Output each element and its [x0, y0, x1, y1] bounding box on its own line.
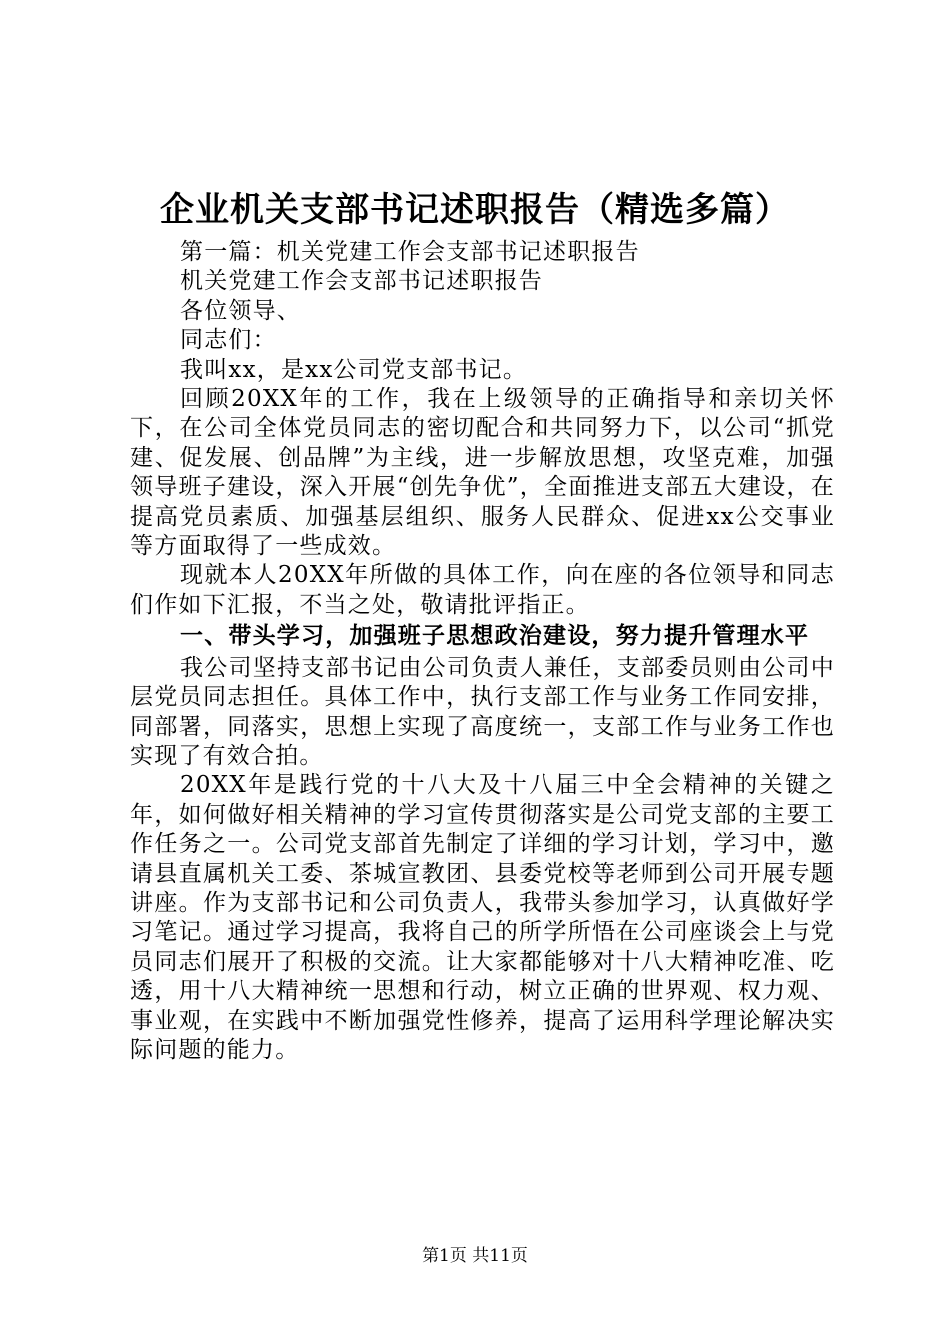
document-title: 企业机关支部书记述职报告（精选多篇）: [160, 190, 790, 230]
page-number-footer: 第1页 共11页: [422, 1246, 528, 1266]
section-heading: 一、带头学习，加强班子思想政治建设，努力提升管理水平: [180, 623, 810, 650]
salutation-line-1: 各位领导、: [180, 297, 301, 324]
body-paragraph: 我公司坚持支部书记由公司负责人兼任，支部委员则由公司中层党员同志担任。具体工作中，执行支部工作与业务工作同安排，同部署，同落实，思想上实现了高度统一，支部工作与业务工作也实现了有效合拍。: [130, 654, 835, 769]
document-body: [130, 238, 835, 1065]
body-paragraph: 20XX年是践行党的十八大及十八届三中全会精神的关键之年，如何做好相关精神的学习宣传贯彻落实是公司党支部的主要工作任务之一。公司党支部首先制定了详细的学习计划，学习中，邀请县直属机关工委、茶城宣教团、县委党校等老师到公司开展专题讲座。作为支部书记和公司负责人，我带头参加学习，认真做好学习笔记。通过学习提高，我将自己的所学所悟在公司座谈会上与党员同志们展开了积极的交流。让大家都能够对十八大精神吃准、吃透，用十八大精神统一思想和行动，树立正确的世界观、权力观、事业观，在实践中不断加强党性修养，提高了运用科学理论解决实际问题的能力。: [130, 772, 835, 1063]
salutation-line-2: 同志们：: [180, 327, 277, 354]
body-paragraph: 现就本人20XX年所做的具体工作，向在座的各位领导和同志们作如下汇报，不当之处，敬请批评指正。: [130, 562, 835, 618]
section-subtitle: 第一篇：机关党建工作会支部书记述职报告: [180, 239, 640, 265]
report-title: 机关党建工作会支部书记述职报告: [180, 268, 543, 295]
body-paragraph: 我叫xx，是xx公司党支部书记。: [180, 356, 528, 383]
body-paragraph: 回顾20XX年的工作，我在上级领导的正确指导和亲切关怀下，在公司全体党员同志的密切配合和共同努力下，以公司“抓党建、促发展、创品牌”为主线，进一步解放思想，攻坚克难，加强领导班子建设，深入开展“创先争优”，全面推进支部五大建设，在提高党员素质、加强基层组织、服务人民群众、促进xx公交事业等方面取得了一些成效。: [130, 386, 835, 560]
